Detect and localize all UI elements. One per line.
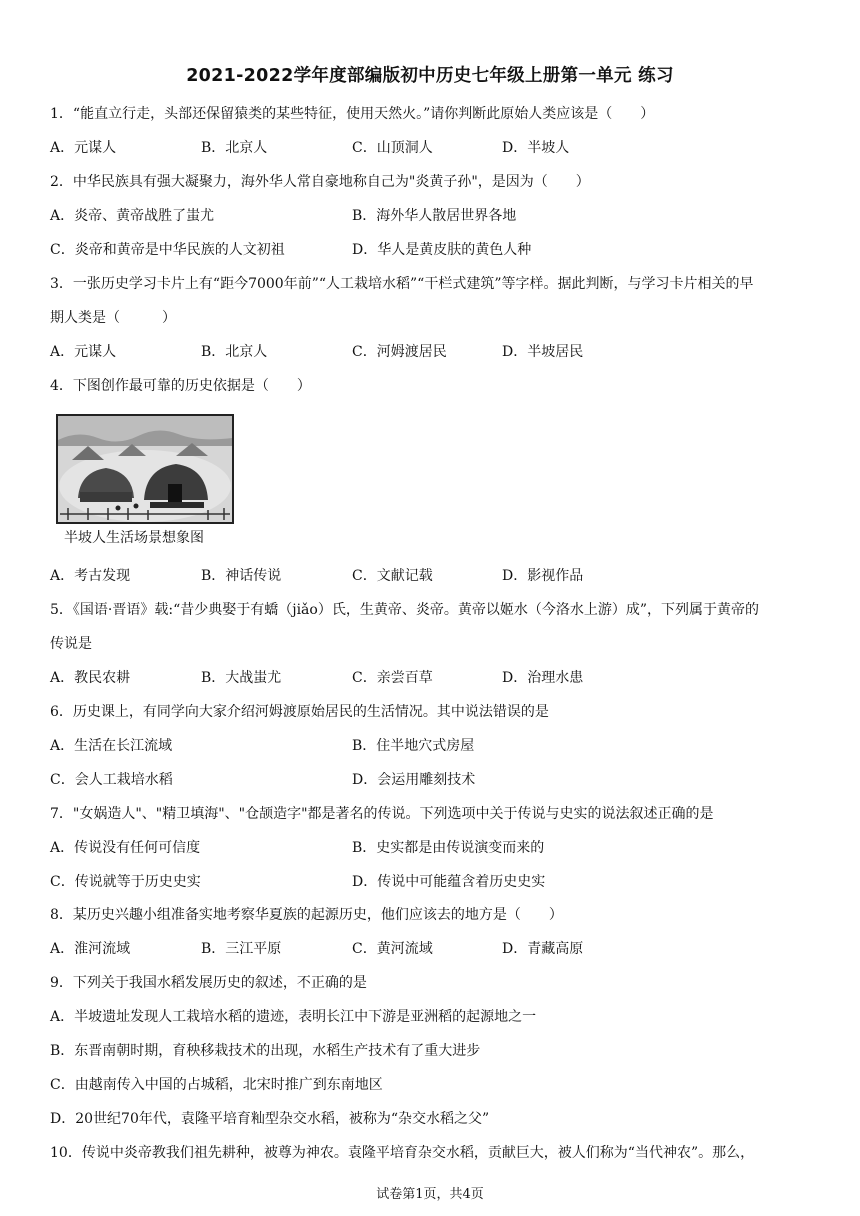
option-a[interactable]: A．半坡遗址发现人工栽培水稻的遗迹，表明长江中下游是亚洲稻的起源地之一 (50, 1009, 537, 1025)
question-8-stem: 8．某历史兴趣小组准备实地考察华夏族的起源历史，他们应该去的地方是（ ） (50, 907, 563, 923)
question-5-stem-line2: 传说是 (50, 636, 92, 652)
option-d[interactable]: D．青藏高原 (502, 941, 584, 957)
option-d[interactable]: D．半坡居民 (502, 344, 584, 360)
question-4-stem: 4．下图创作最可靠的历史依据是（ ） (50, 378, 311, 394)
option-d[interactable]: D．半坡人 (502, 140, 570, 156)
option-b[interactable]: B．海外华人散居世界各地 (352, 208, 517, 224)
option-d[interactable]: D．20世纪70年代，袁隆平培育籼型杂交水稻，被称为“杂交水稻之父” (50, 1111, 490, 1127)
question-2-options-row1 (50, 206, 820, 226)
question-10-stem: 10．传说中炎帝教我们祖先耕种，被尊为神农。袁隆平培育杂交水稻，贡献巨大，被人们称为“当代神农”。那么， (50, 1145, 755, 1161)
question-9-stem: 9．下列关于我国水稻发展历史的叙述，不正确的是 (50, 975, 367, 991)
page-footer: 试卷第1页，共4页 (376, 1187, 484, 1202)
hut-illustration (58, 416, 232, 522)
question-5-options (50, 668, 820, 688)
option-c[interactable]: C．由越南传入中国的占城稻，北宋时推广到东南地区 (50, 1077, 383, 1093)
question-6-options-row1 (50, 736, 820, 756)
figure-caption: 半坡人生活场景想象图 (64, 530, 204, 546)
question-4-options (50, 566, 820, 586)
option-b[interactable]: B．东晋南朝时期，育秧移栽技术的出现，水稻生产技术有了重大进步 (50, 1043, 481, 1059)
question-3-stem-line1: 3．一张历史学习卡片上有“距今7000年前”“人工栽培水稻”“干栏式建筑”等字样。据此判断，与学习卡片相关的早 (50, 276, 754, 292)
option-a[interactable]: A．传说没有任何可信度 (50, 840, 201, 856)
option-c[interactable]: C．亲尝百草 (352, 670, 433, 686)
question-5-stem-line1: 5．《国语·晋语》载:“昔少典娶于有蟜（jiǎo）氏，生黄帝、炎帝。黄帝以姬水（今洛水上游）成”，下列属于黄帝的 (50, 602, 759, 618)
option-b[interactable]: B．北京人 (201, 140, 268, 156)
option-b[interactable]: B．三江平原 (201, 941, 282, 957)
option-a[interactable]: A．考古发现 (50, 568, 131, 584)
option-c[interactable]: C．会人工栽培水稻 (50, 772, 173, 788)
question-3-stem-line2: 期人类是（ ） (50, 310, 176, 326)
option-c[interactable]: C．文献记载 (352, 568, 433, 584)
question-7-options-row2 (50, 872, 820, 892)
question-1-stem: 1．“能直立行走，头部还保留猿类的某些特征，使用天然火。”请你判断此原始人类应该是（ ） (50, 106, 655, 122)
option-c[interactable]: C．河姆渡居民 (352, 344, 447, 360)
option-b[interactable]: B．北京人 (201, 344, 268, 360)
option-b[interactable]: B．神话传说 (201, 568, 282, 584)
option-b[interactable]: B．史实都是由传说演变而来的 (352, 840, 545, 856)
question-6-stem: 6．历史课上，有同学向大家介绍河姆渡原始居民的生活情况。其中说法错误的是 (50, 704, 549, 720)
question-6-options-row2 (50, 770, 820, 790)
question-2-stem: 2．中华民族具有强大凝聚力，海外华人常自豪地称自己为"炎黄子孙"，是因为（ ） (50, 174, 590, 190)
question-7-stem: 7．"女娲造人"、"精卫填海"、"仓颉造字"都是著名的传说。下列选项中关于传说与史实的说法叙述正确的是 (50, 806, 714, 822)
question-7-options-row1 (50, 838, 820, 858)
option-b[interactable]: B．住半地穴式房屋 (352, 738, 475, 754)
option-d[interactable]: D．传说中可能蕴含着历史史实 (352, 874, 546, 890)
option-b[interactable]: B．大战蚩尤 (201, 670, 282, 686)
option-a[interactable]: A．教民农耕 (50, 670, 131, 686)
option-a[interactable]: A．炎帝、黄帝战胜了蚩尤 (50, 208, 215, 224)
question-3-options (50, 342, 820, 362)
option-a[interactable]: A．淮河流域 (50, 941, 131, 957)
option-d[interactable]: D．影视作品 (502, 568, 584, 584)
option-a[interactable]: A．生活在长江流域 (50, 738, 173, 754)
option-c[interactable]: C．山顶洞人 (352, 140, 433, 156)
page-title: 2021-2022学年度部编版初中历史七年级上册第一单元 练习 (186, 66, 674, 86)
question-1-options (50, 138, 820, 158)
question-8-options (50, 939, 820, 959)
question-2-options-row2 (50, 240, 820, 260)
option-c[interactable]: C．传说就等于历史史实 (50, 874, 201, 890)
option-d[interactable]: D．治理水患 (502, 670, 584, 686)
option-a[interactable]: A．元谋人 (50, 344, 117, 360)
option-d[interactable]: D．华人是黄皮肤的黄色人种 (352, 242, 532, 258)
option-d[interactable]: D．会运用雕刻技术 (352, 772, 476, 788)
banpo-scene-image (56, 414, 234, 524)
option-c[interactable]: C．黄河流域 (352, 941, 433, 957)
option-a[interactable]: A．元谋人 (50, 140, 117, 156)
option-c[interactable]: C．炎帝和黄帝是中华民族的人文初祖 (50, 242, 285, 258)
